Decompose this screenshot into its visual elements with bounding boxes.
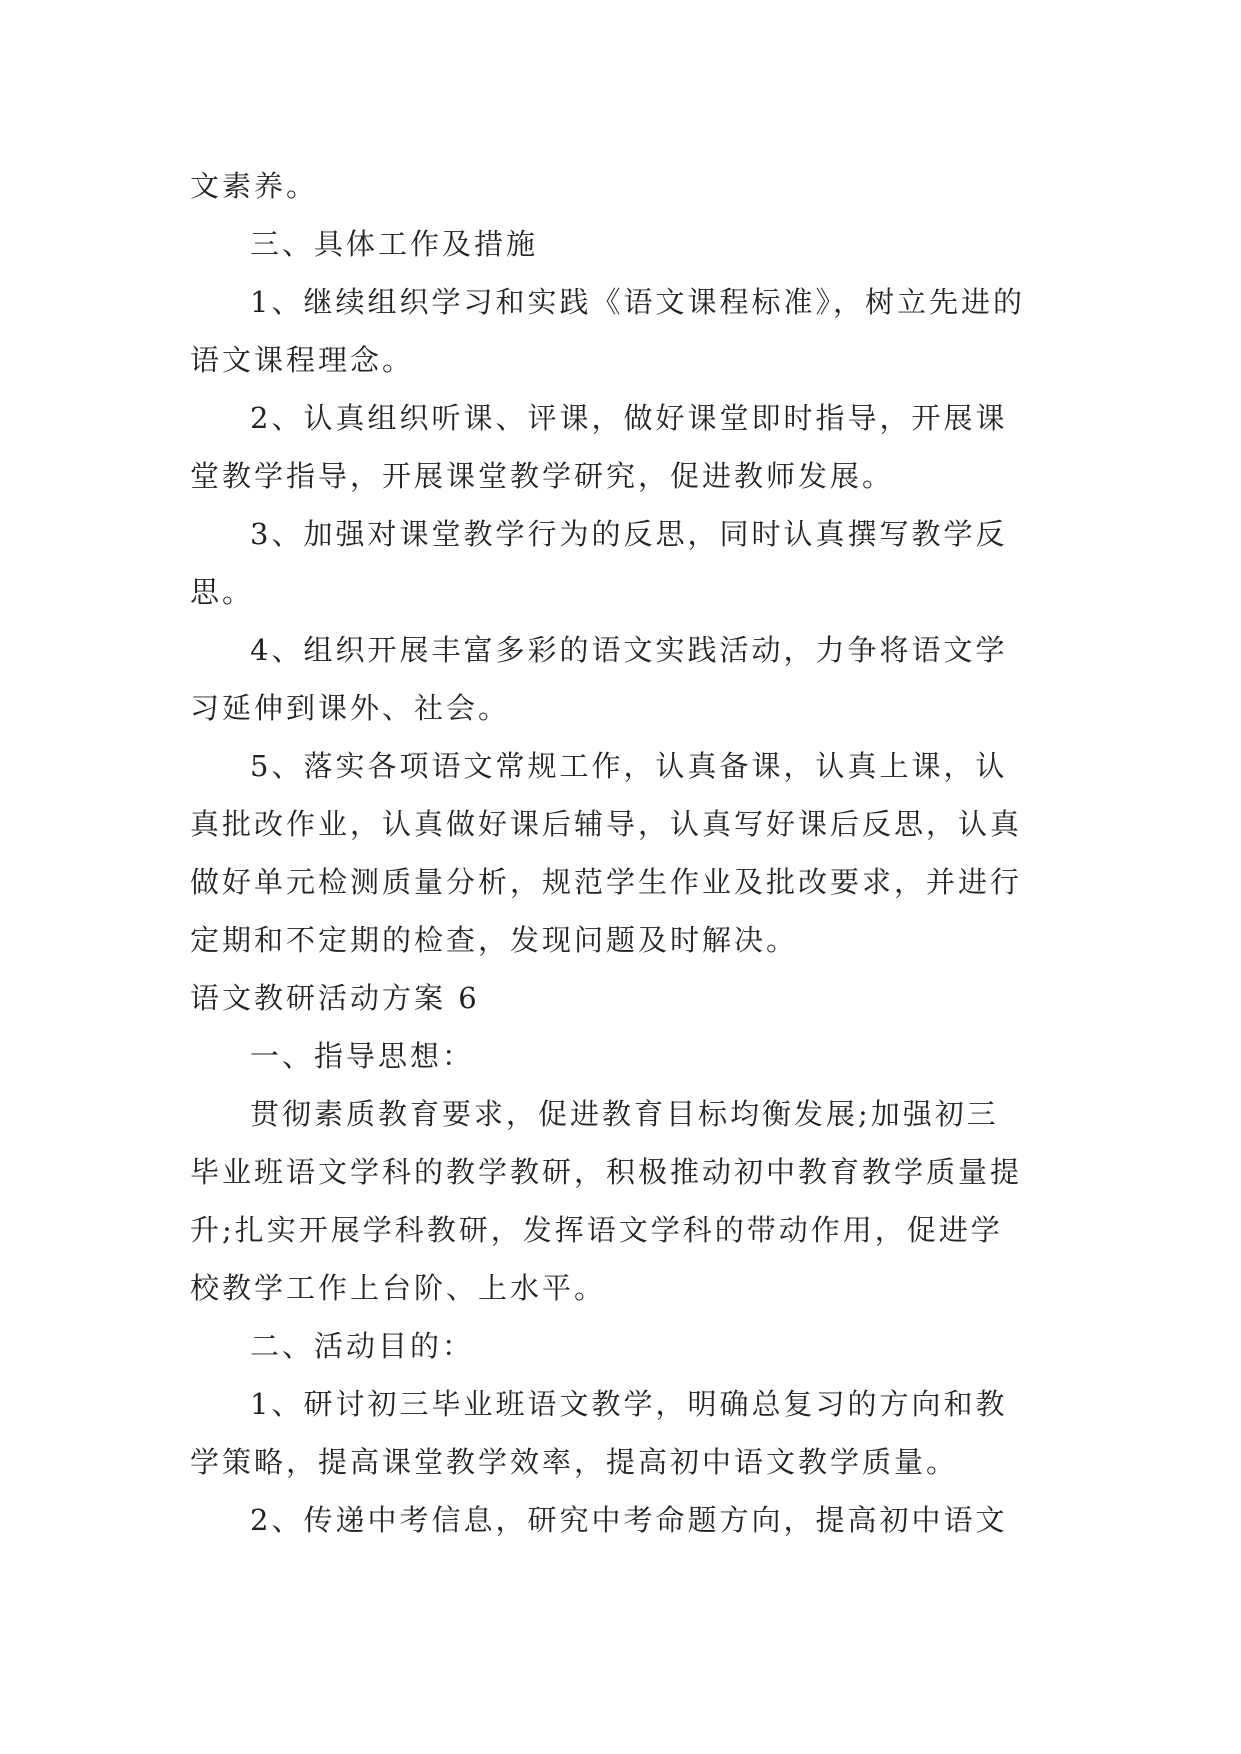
text-line: 思。: [190, 575, 255, 609]
document-body: [190, 157, 1050, 1549]
section-heading: 一、指导思想：: [250, 1039, 475, 1073]
text-line: 4、组织开展丰富多彩的语文实践活动，力争将语文学: [250, 633, 1008, 667]
text-line: 贯彻素质教育要求，促进教育目标均衡发展;加强初三: [250, 1097, 999, 1131]
text-line: 校教学工作上台阶、上水平。: [190, 1271, 607, 1305]
text-line: 做好单元检测质量分析，规范学生作业及批改要求，并进行: [190, 865, 1023, 899]
text-line: 5、落实各项语文常规工作，认真备课，认真上课，认: [250, 749, 1008, 783]
text-line: 文素养。: [190, 169, 319, 203]
section-heading: 三、具体工作及措施: [250, 227, 539, 261]
text-line: 3、加强对课堂教学行为的反思，同时认真撰写教学反: [250, 517, 1008, 551]
document-title: 语文教研活动方案 6: [190, 981, 480, 1015]
text-line: 1、研讨初三毕业班语文教学，明确总复习的方向和教: [250, 1387, 1008, 1421]
text-line: 2、传递中考信息，研究中考命题方向，提高初中语文: [250, 1503, 1008, 1537]
text-line: 毕业班语文学科的教学教研，积极推动初中教育教学质量提: [190, 1155, 1023, 1189]
text-line: 真批改作业，认真做好课后辅导，认真写好课后反思，认真: [190, 807, 1023, 841]
text-line: 学策略，提高课堂教学效率，提高初中语文教学质量。: [190, 1445, 959, 1479]
text-line: 堂教学指导，开展课堂教学研究，促进教师发展。: [190, 459, 895, 493]
section-heading: 二、活动目的：: [250, 1329, 475, 1363]
text-line: 习延伸到课外、社会。: [190, 691, 511, 725]
text-line: 2、认真组织听课、评课，做好课堂即时指导，开展课: [250, 401, 1008, 435]
text-line: 语文课程理念。: [190, 343, 415, 377]
text-line: 1、继续组织学习和实践《语文课程标准》，树立先进的: [250, 285, 1025, 319]
text-line: 升;扎实开展学科教研，发挥语文学科的带动作用，促进学: [190, 1213, 1003, 1247]
text-line: 定期和不定期的检查，发现问题及时解决。: [190, 923, 799, 957]
